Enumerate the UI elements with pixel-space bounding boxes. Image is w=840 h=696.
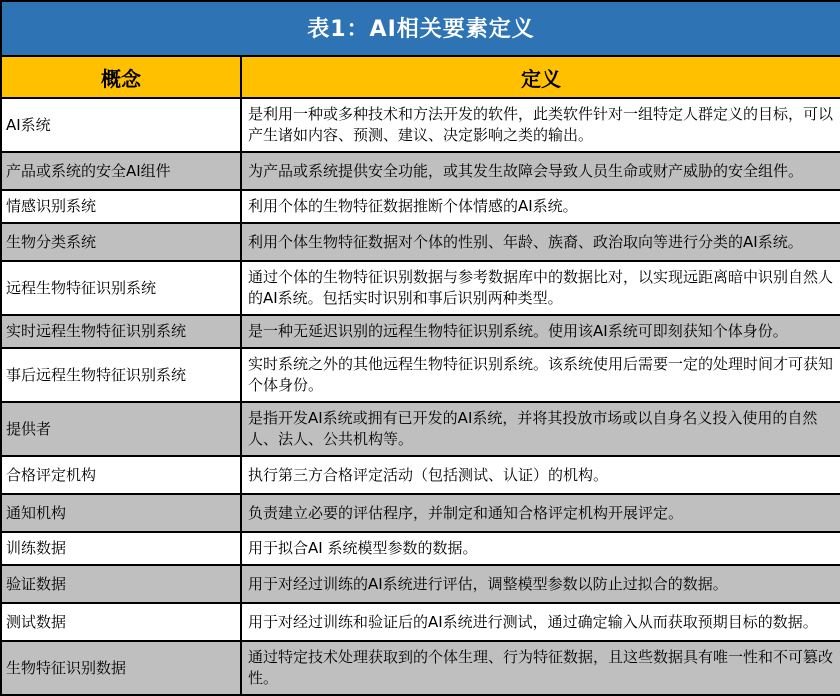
concept-cell: 情感识别系统 bbox=[1, 190, 241, 223]
table-row bbox=[1, 98, 840, 152]
table-row bbox=[1, 223, 840, 261]
definition-cell: 负责建立必要的评估程序，并制定和通知合格评定机构开展评定。 bbox=[241, 494, 840, 532]
column-header-definition: 定义 bbox=[241, 56, 840, 98]
definition-cell: 用于拟合AI 系统模型参数的数据。 bbox=[241, 532, 840, 565]
concept-cell: 生物特征识别数据 bbox=[1, 641, 241, 695]
table-row bbox=[1, 402, 840, 456]
definition-cell: 利用个体的生物特征数据推断个体情感的AI系统。 bbox=[241, 190, 840, 223]
table-row bbox=[1, 190, 840, 223]
concept-cell: 提供者 bbox=[1, 402, 241, 456]
definition-cell: 通过个体的生物特征识别数据与参考数据库中的数据比对，以实现远距离暗中识别自然人的AI系统。包括实时识别和事后识别两种类型。 bbox=[241, 261, 840, 315]
table-row bbox=[1, 532, 840, 565]
table-row bbox=[1, 565, 840, 603]
definition-cell: 为产品或系统提供安全功能，或其发生故障会导致人员生命或财产威胁的安全组件。 bbox=[241, 152, 840, 190]
definition-cell: 通过特定技术处理获取到的个体生理、行为特征数据，且这些数据具有唯一性和不可篡改性。 bbox=[241, 641, 840, 695]
concept-cell: 生物分类系统 bbox=[1, 223, 241, 261]
concept-cell: 验证数据 bbox=[1, 565, 241, 603]
definition-cell: 用于对经过训练的AI系统进行评估，调整模型参数以防止过拟合的数据。 bbox=[241, 565, 840, 603]
header-row bbox=[1, 56, 840, 98]
definition-cell: 实时系统之外的其他远程生物特征识别系统。该系统使用后需要一定的处理时间才可获知个体身份。 bbox=[241, 348, 840, 402]
concept-cell: 产品或系统的安全AI组件 bbox=[1, 152, 241, 190]
concept-cell: 事后远程生物特征识别系统 bbox=[1, 348, 241, 402]
table-row bbox=[1, 261, 840, 315]
definition-cell: 利用个体生物特征数据对个体的性别、年龄、族裔、政治取向等进行分类的AI系统。 bbox=[241, 223, 840, 261]
table-row bbox=[1, 152, 840, 190]
concept-cell: AI系统 bbox=[1, 98, 241, 152]
definition-cell: 用于对经过训练和验证后的AI系统进行测试，通过确定输入从而获取预期目标的数据。 bbox=[241, 603, 840, 641]
concept-cell: 训练数据 bbox=[1, 532, 241, 565]
definition-cell: 执行第三方合格评定活动（包括测试、认证）的机构。 bbox=[241, 456, 840, 494]
table-row bbox=[1, 456, 840, 494]
definition-cell: 是指开发AI系统或拥有已开发的AI系统，并将其投放市场或以自身名义投入使用的自然人、法人、公共机构等。 bbox=[241, 402, 840, 456]
concept-cell: 远程生物特征识别系统 bbox=[1, 261, 241, 315]
definition-cell: 是利用一种或多种技术和方法开发的软件，此类软件针对一组特定人群定义的目标，可以产生诸如内容、预测、建议、决定影响之类的输出。 bbox=[241, 98, 840, 152]
table-row bbox=[1, 348, 840, 402]
concept-cell: 通知机构 bbox=[1, 494, 241, 532]
concept-cell: 测试数据 bbox=[1, 603, 241, 641]
column-header-concept: 概念 bbox=[1, 56, 241, 98]
concept-cell: 实时远程生物特征识别系统 bbox=[1, 315, 241, 348]
table-row bbox=[1, 603, 840, 641]
table-title: 表1：AI相关要素定义 bbox=[0, 0, 840, 55]
table-row bbox=[1, 315, 840, 348]
table-row bbox=[1, 641, 840, 695]
table-row bbox=[1, 494, 840, 532]
definition-cell: 是一种无延迟识别的远程生物特征识别系统。使用该AI系统可即刻获知个体身份。 bbox=[241, 315, 840, 348]
concept-cell: 合格评定机构 bbox=[1, 456, 241, 494]
